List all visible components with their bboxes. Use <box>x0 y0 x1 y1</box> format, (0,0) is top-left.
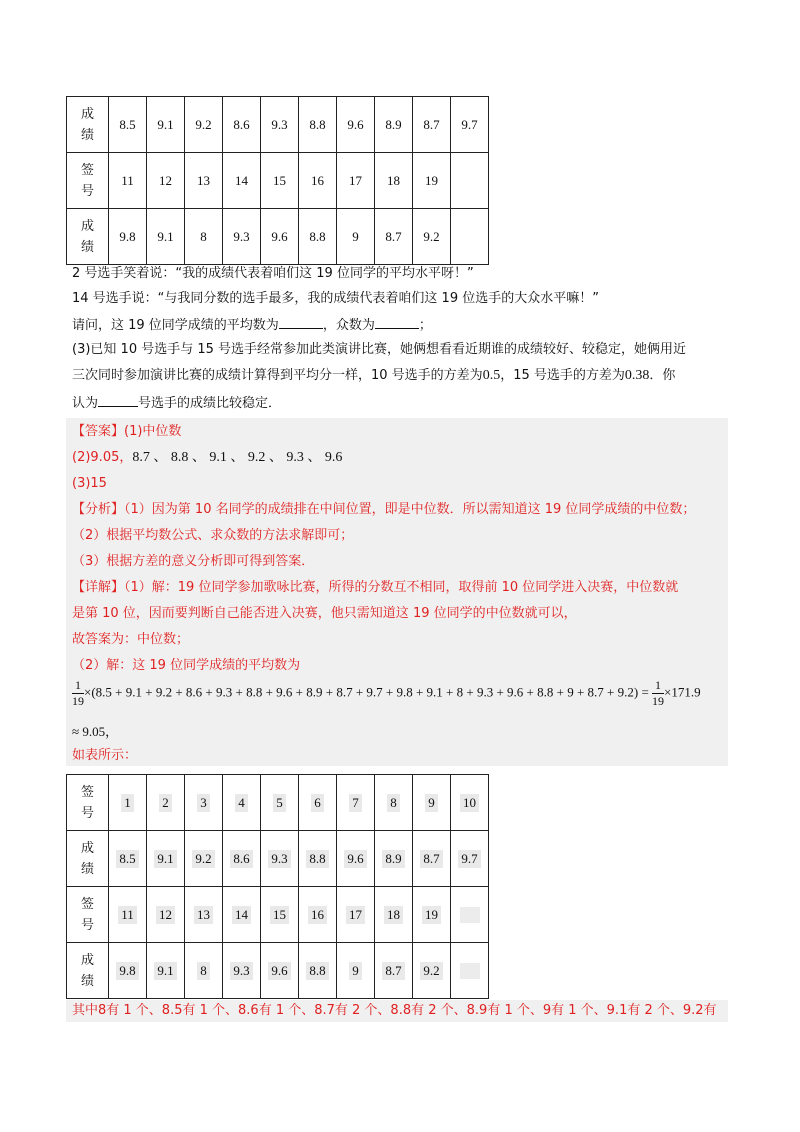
table-cell: 9.2 <box>185 97 223 153</box>
table-cell: 18 <box>375 887 413 943</box>
table-cell <box>451 943 489 999</box>
table-cell: 9.1 <box>147 831 185 887</box>
table-cell: 2 <box>147 775 185 831</box>
table-cell: 16 <box>299 153 337 209</box>
approx-text: ≈ 9.05， <box>72 724 119 739</box>
table-cell: 18 <box>375 153 413 209</box>
counts-line: 其中8有 1 个、8.5有 1 个、8.6有 1 个、8.7有 2 个、8.8有 2 个、8.9有 1 个、9有 1 个、9.1有 2 个、9.2有 <box>72 1003 717 1018</box>
answer-text: (1)中位数 <box>124 424 182 439</box>
question-3-line-2 <box>72 366 675 386</box>
table-cell: 8 <box>185 943 223 999</box>
table-cell: 9 <box>337 943 375 999</box>
table-cell: 12 <box>147 153 185 209</box>
fraction: $\frac{1}{19}$ <box>652 678 665 708</box>
table-cell: 17 <box>337 887 375 943</box>
table-cell: 13 <box>185 887 223 943</box>
table-cell: 9.6 <box>337 831 375 887</box>
table-row <box>67 775 489 831</box>
row-label: 成 绩 <box>67 943 109 999</box>
table-cell: 9.6 <box>261 943 299 999</box>
detail-text: （1）解：19 位同学参加歌咏比赛，所得的分数互不相同，取得前 10 位同学进入决赛，中位数就 <box>124 580 679 595</box>
row-label: 成 绩 <box>67 97 109 153</box>
table-cell: 8.7 <box>375 943 413 999</box>
table-cell: 9 <box>337 209 375 265</box>
analysis-line-1 <box>72 500 695 520</box>
table-cell: 12 <box>147 887 185 943</box>
row-label: 签 号 <box>67 153 109 209</box>
table-cell: 7 <box>337 775 375 831</box>
question-text: ，15 号选手的方差为 <box>500 368 625 383</box>
table-row <box>67 887 489 943</box>
table-cell: 9.8 <box>109 209 147 265</box>
variance-value: 0.5 <box>482 368 501 383</box>
table-cell: 4 <box>223 775 261 831</box>
formula-body: ×(8.5 + 9.1 + 9.2 + 8.6 + 9.3 + 8.8 + 9.6 + 8.9 + 8.7 + 9.7 + 9.8 + 9.1 + 8 + 9.3 + 9.6 + 8.8 + 9 + 8.7 + 9.2) = <box>84 684 649 700</box>
score-table-top <box>66 96 489 265</box>
table-cell: 8.6 <box>223 831 261 887</box>
table-cell: 8.6 <box>223 97 261 153</box>
table-cell: 16 <box>299 887 337 943</box>
table-cell: 9.6 <box>337 97 375 153</box>
table-cell: 8.5 <box>109 97 147 153</box>
analysis-line-2: （2）根据平均数公式、求众数的方法求解即可； <box>72 528 354 543</box>
table-cell: 8.8 <box>299 97 337 153</box>
table-cell: 8.5 <box>109 831 147 887</box>
question-3-line-1: (3)已知 10 号选手与 15 号选手经常参加此类演讲比赛，她俩想看看近期谁的成绩较好、较稳定，她俩用近 <box>72 342 687 357</box>
table-cell: 13 <box>185 153 223 209</box>
table-cell: 9.2 <box>185 831 223 887</box>
table-cell <box>451 153 489 209</box>
answer-blank-mode <box>375 314 419 329</box>
table-cell: 9.7 <box>451 831 489 887</box>
answer-values: 8.7 、 8.8 、 9.1 、 9.2 、 9.3 、 9.6 <box>132 450 343 465</box>
table-cell: 8.7 <box>413 831 451 887</box>
variance-value: 0.38 <box>624 368 650 383</box>
as-table-label: 如表所示： <box>72 748 138 763</box>
table-cell: 8.7 <box>375 209 413 265</box>
table-cell: 17 <box>337 153 375 209</box>
table-cell: 15 <box>261 153 299 209</box>
table-cell: 3 <box>185 775 223 831</box>
answer-label: 【答案】 <box>72 424 125 439</box>
question-text: ．你 <box>649 368 676 383</box>
detail-line-1 <box>72 578 678 598</box>
analysis-text: （1）因为第 10 名同学的成绩排在中间位置，即是中位数．所以需知道这 19 位同学成绩的中位数； <box>124 502 696 517</box>
analysis-label: 【分析】 <box>72 502 125 517</box>
row-label: 签 号 <box>67 775 109 831</box>
detail-line-3: 故答案为：中位数； <box>72 632 190 647</box>
question-2 <box>72 314 432 336</box>
table-cell: 1 <box>109 775 147 831</box>
question-text: ； <box>418 318 432 333</box>
analysis-line-3: （3）根据方差的意义分析即可得到答案． <box>72 554 315 569</box>
table-cell: 11 <box>109 153 147 209</box>
answer-line-3: (3)15 <box>72 476 107 491</box>
table-cell: 19 <box>413 153 451 209</box>
table-cell: 11 <box>109 887 147 943</box>
table-cell: 9.1 <box>147 97 185 153</box>
question-text: 请问，这 19 位同学成绩的平均数为 <box>72 318 279 333</box>
row-label: 成 绩 <box>67 831 109 887</box>
table-cell: 8 <box>185 209 223 265</box>
answer-line-2 <box>72 448 342 468</box>
table-cell: 19 <box>413 887 451 943</box>
detail-line-4: （2）解：这 19 位同学成绩的平均数为 <box>72 658 301 673</box>
table-row <box>67 209 489 265</box>
table-cell: 9 <box>413 775 451 831</box>
table-row <box>67 831 489 887</box>
table-cell: 10 <box>451 775 489 831</box>
table-row <box>67 153 489 209</box>
row-label: 成 绩 <box>67 209 109 265</box>
table-cell: 9.8 <box>109 943 147 999</box>
table-cell: 9.1 <box>147 943 185 999</box>
table-cell: 9.3 <box>223 943 261 999</box>
table-cell: 9.3 <box>261 831 299 887</box>
table-cell: 8.9 <box>375 97 413 153</box>
table-cell: 9.3 <box>223 209 261 265</box>
table-cell: 8.8 <box>299 831 337 887</box>
answer-blank-mean <box>279 314 323 329</box>
table-cell: 14 <box>223 887 261 943</box>
table-cell: 9.3 <box>261 97 299 153</box>
table-cell: 8.9 <box>375 831 413 887</box>
table-cell: 8.8 <box>299 943 337 999</box>
answer-text: (2)9.05， <box>72 450 133 465</box>
table-cell: 9.1 <box>147 209 185 265</box>
table-cell <box>451 209 489 265</box>
table-cell: 15 <box>261 887 299 943</box>
score-table-full <box>66 774 489 999</box>
detail-label: 【详解】 <box>72 580 125 595</box>
table-cell <box>451 887 489 943</box>
question-text: ，众数为 <box>322 318 375 333</box>
table-cell: 9.7 <box>451 97 489 153</box>
answer-blank-player <box>98 392 138 407</box>
table-cell: 8.8 <box>299 209 337 265</box>
answer-line-1 <box>72 422 181 442</box>
mean-formula <box>72 678 701 709</box>
table-cell: 9.2 <box>413 209 451 265</box>
question-text: 号选手的成绩比较稳定． <box>138 396 282 411</box>
table-cell: 8.7 <box>413 97 451 153</box>
approx-result <box>72 722 118 742</box>
table-cell: 6 <box>299 775 337 831</box>
table-cell: 9.6 <box>261 209 299 265</box>
table-cell: 8 <box>375 775 413 831</box>
table-cell: 5 <box>261 775 299 831</box>
table-cell: 14 <box>223 153 261 209</box>
question-text: 认为 <box>72 396 99 411</box>
formula-tail: ×171.9 <box>664 684 701 700</box>
question-text: 三次同时参加演讲比赛的成绩计算得到平均分一样，10 号选手的方差为 <box>72 368 483 383</box>
fraction: $\frac{1}{19}$ <box>72 678 84 708</box>
table-row <box>67 97 489 153</box>
table-row <box>67 943 489 999</box>
table-cell: 9.2 <box>413 943 451 999</box>
detail-line-2: 是第 10 位，因而要判断自己能否进入决赛，他只需知道这 19 位同学的中位数就可以， <box>72 606 577 621</box>
quote-player-14: 14 号选手说：“与我同分数的选手最多，我的成绩代表着咱们这 19 位选手的大众水平嘛！” <box>72 291 599 306</box>
row-label: 签 号 <box>67 887 109 943</box>
quote-player-2: 2 号选手笑着说：“我的成绩代表着咱们这 19 位同学的平均水平呀！” <box>72 266 474 281</box>
question-3-line-3 <box>72 392 281 414</box>
